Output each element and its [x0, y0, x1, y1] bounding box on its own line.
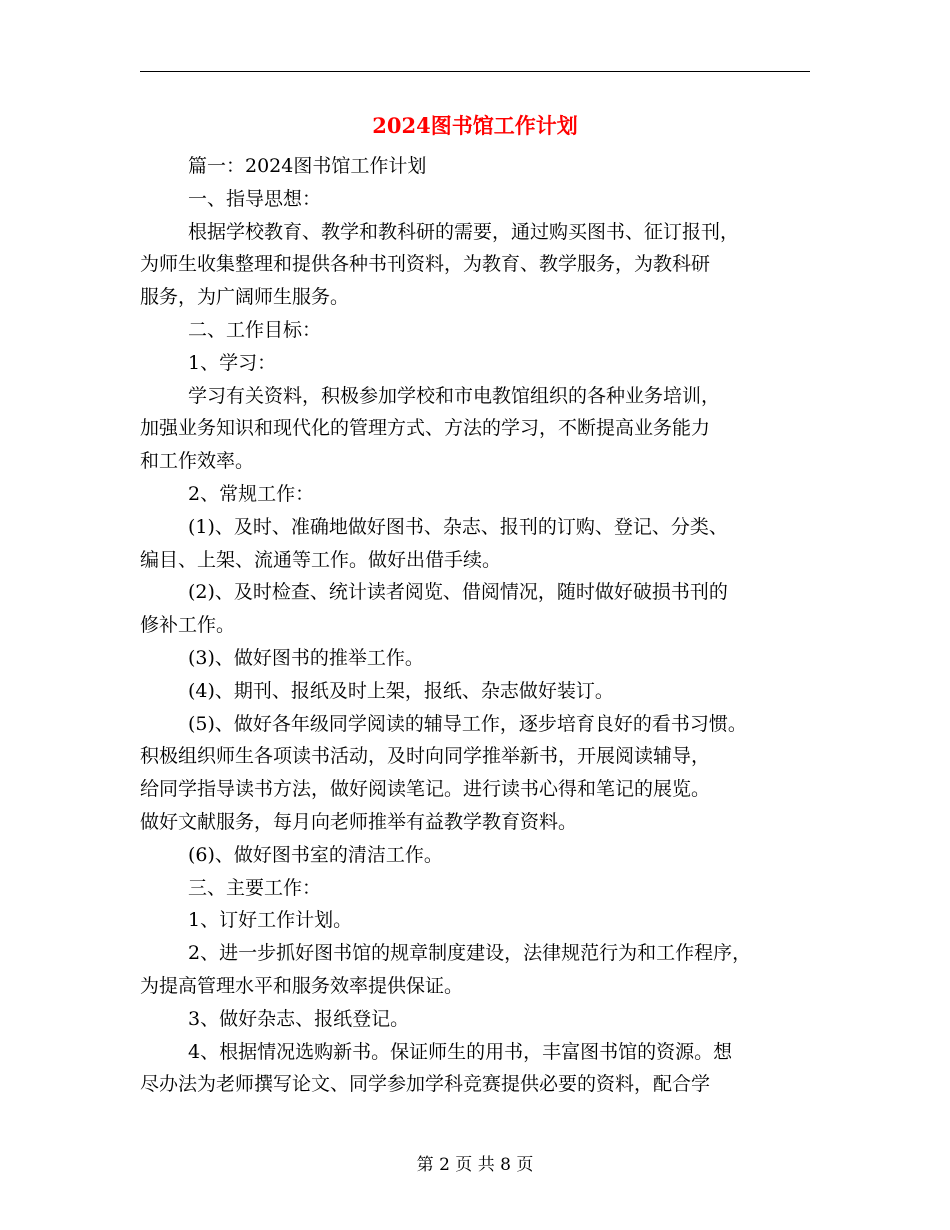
- section-heading: 二、工作目标：: [188, 318, 322, 341]
- list-item-line: (2)、及时检查、统计读者阅览、借阅情况，随时做好破损书刊的: [188, 581, 728, 604]
- list-item-line: 为提高管理水平和服务效率提供保证。: [140, 974, 464, 997]
- page-footer: 第 2 页 共 8 页: [416, 1155, 534, 1175]
- list-item-line: 2、进一步抓好图书馆的规章制度建设，法律规范行为和工作程序，: [188, 942, 752, 965]
- subsection-heading: 2、常规工作：: [188, 482, 315, 505]
- paragraph-line: 根据学校教育、教学和教科研的需要，通过购买图书、征订报刊，: [188, 220, 740, 243]
- subsection-heading: 1、学习：: [188, 351, 277, 374]
- paragraph-line: 积极组织师生各项读书活动，及时向同学推举新书，开展阅读辅导，: [140, 745, 711, 768]
- paragraph-line: 加强业务知识和现代化的管理方式、方法的学习，不断提高业务能力: [140, 417, 711, 440]
- list-item-line: 4、根据情况选购新书。保证师生的用书，丰富图书馆的资源。想: [188, 1040, 733, 1063]
- list-item-line: (5)、做好各年级同学阅读的辅导工作，逐步培育良好的看书习惯。: [188, 712, 747, 735]
- list-item-line: 1、订好工作计划。: [188, 909, 353, 932]
- paragraph-line: 服务，为广阔师生服务。: [140, 286, 350, 309]
- document-body: [140, 150, 820, 1101]
- list-item-line: 尽办法为老师撰写论文、同学参加学科竞赛提供必要的资料，配合学: [140, 1073, 711, 1096]
- list-item-line: (3)、做好图书的推举工作。: [188, 646, 424, 669]
- paragraph-line: 学习有关资料，积极参加学校和市电教馆组织的各种业务培训，: [188, 384, 721, 407]
- list-item-line: 编目、上架、流通等工作。做好出借手续。: [140, 548, 502, 571]
- list-item-line: (4)、期刊、报纸及时上架，报纸、杂志做好装订。: [188, 679, 614, 702]
- list-item-line: 修补工作。: [140, 614, 236, 637]
- section-heading: 一、指导思想：: [188, 187, 322, 210]
- list-item-line: 3、做好杂志、报纸登记。: [188, 1007, 410, 1030]
- paragraph-line: 做好文献服务，每月向老师推举有益教学教育资料。: [140, 810, 578, 833]
- list-item-line: (1)、及时、准确地做好图书、杂志、报刊的订购、登记、分类、: [188, 515, 728, 538]
- section-heading: 篇一：2024图书馆工作计划: [188, 155, 427, 177]
- list-item-line: (6)、做好图书室的清洁工作。: [188, 843, 443, 866]
- section-heading: 三、主要工作：: [188, 876, 322, 899]
- paragraph-line: 为师生收集整理和提供各种书刊资料，为教育、教学服务，为教科研: [140, 253, 711, 276]
- document-title: 2024图书馆工作计划: [372, 113, 578, 138]
- paragraph-line: 给同学指导读书方法，做好阅读笔记。进行读书心得和笔记的展览。: [140, 778, 711, 801]
- header-rule: [140, 71, 810, 72]
- paragraph-line: 和工作效率。: [140, 450, 255, 473]
